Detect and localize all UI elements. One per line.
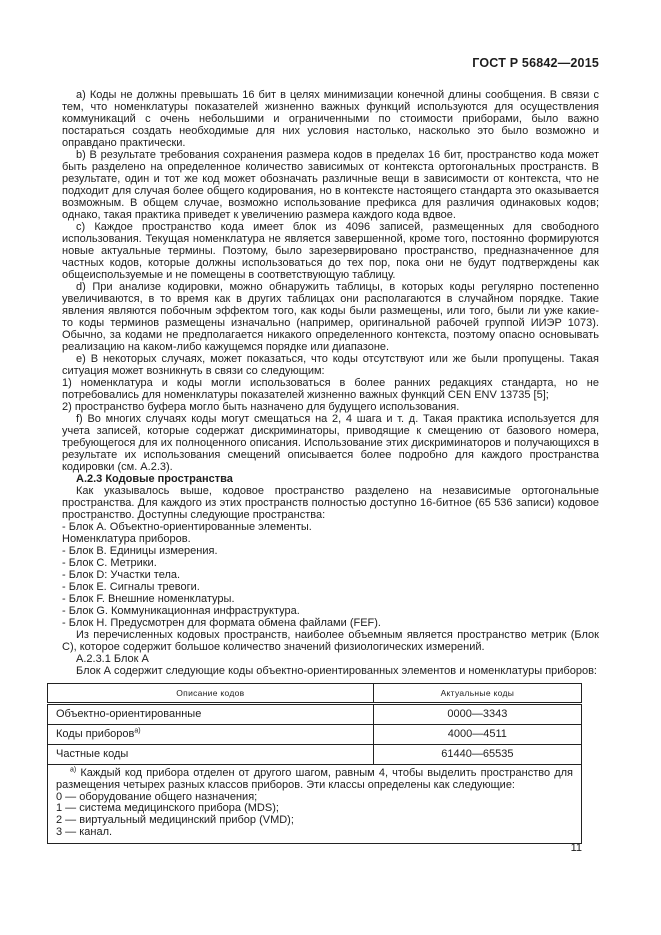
footnote-marker: а) bbox=[70, 766, 77, 774]
table-row bbox=[48, 745, 582, 765]
block-list-item-f: - Блок F. Внешние номенклатуры. bbox=[62, 593, 235, 605]
section-heading-a231: А.2.3.1 Блок А bbox=[76, 653, 149, 665]
paragraph-a: а) Коды не должны превышать 16 бит в целях минимизации конечной длины сообщения. В связи с тем, что номенклатуры показателей жизненно важных функций используются для осуществления коммуникаций с очень небольшими и ограниченными по стоимости приборами, было важно постараться создать необходимые для них условия настолько, насколько это было возможно и оправдано практически. bbox=[62, 89, 599, 149]
block-list-item-g: - Блок G. Коммуникационная инфраструктура. bbox=[62, 605, 300, 617]
table-footnote-row bbox=[48, 765, 582, 844]
paragraph-b: b) В результате требования сохранения размера кодов в пределах 16 бит, пространство кода может быть разделено на определенное количество зависимых от контекста ортогональных пространств. В результате, один и тот же код может обозначать различные вещи в зависимости от контекста, что не подходит для случая более общего кодирования, но в контексте настоящего стандарта это оказывается возможным. В общем случае, возможно использование префикса для различия одинаковых кодов; однако, такая практика приведет к увеличению размера каждого кода вдвое. bbox=[62, 149, 599, 221]
block-list-item-h: - Блок Н. Предусмотрен для формата обмена файлами (FEF). bbox=[62, 617, 381, 629]
paragraph-e: е) В некоторых случаях, может показаться, что коды отсутствуют или же были пропущены. Такая ситуация может возникнуть в связи со следующим: bbox=[62, 353, 599, 377]
document-content bbox=[56, 89, 599, 844]
section-heading-a23: А.2.3 Кодовые пространства bbox=[76, 473, 233, 485]
cell-codes: 0000—3343 bbox=[373, 704, 581, 725]
paragraph-metrics: Из перечисленных кодовых пространств, наиболее объемным является пространство метрик (Блок С), которое содержит большое количество значений физиологических измерений. bbox=[62, 629, 599, 653]
block-list-item-a: - Блок А. Объектно-ориентированные элементы. bbox=[62, 521, 312, 533]
block-list-item-d: - Блок D: Участки тела. bbox=[62, 569, 181, 581]
cell-description: Объектно-ориентированные bbox=[48, 704, 374, 725]
block-list-item-c: - Блок С. Метрики. bbox=[62, 557, 157, 569]
page-footer bbox=[62, 842, 582, 854]
table-row bbox=[48, 704, 582, 725]
list-item-e2: 2) пространство буфера могло быть назначено для будущего использования. bbox=[62, 401, 460, 413]
table-row bbox=[48, 725, 582, 745]
block-list bbox=[62, 521, 599, 629]
paragraph-d: d) При анализе кодировки, можно обнаружить таблицы, в которых коды регулярно постепенно увеличиваются, в то время как в других таблицах они располагаются в случайном порядке. Такие явления являются побочным эффектом того, как коды были размещены, или того, были ли уже какие-то коды терминов размещены изначально (например, оригинальной рабочей группой ИИЭР 1073). Обычно, за кодами не предполагается никакого определенного контекста, поэтому опасно основывать реализацию на каком-либо кажущемся порядке или диапазоне. bbox=[62, 281, 599, 353]
codes-table bbox=[47, 683, 582, 844]
paragraph-c: с) Каждое пространство кода имеет блок из 4096 записей, размещенных для свободного использования. Текущая номенклатура не является завершенной, кроме того, постоянно формируются новые актуальные термины. Поэтому, было зарезервировано пространство, предназначенное для частных кодов, которые должны использоваться до тех пор, пока они не будут подтверждены как общеиспользуемые и не помещены в соответствующую таблицу. bbox=[62, 221, 599, 281]
cell-codes: 61440—65535 bbox=[373, 745, 581, 765]
cell-description: Частные коды bbox=[48, 745, 374, 765]
paragraph-f: f) Во многих случаях коды могут смещаться на 2, 4 шага и т. д. Такая практика используется для учета записей, которые содержат дискриминаторы, приводящие к смещению от базового номера, требующегося для их полноценного описания. Использование этих дискриминаторов и получающихся в результате их использования смещений описывается более подробно для каждого пространства кодировки (см. А.2.3). bbox=[62, 413, 599, 473]
cell-codes: 4000—4511 bbox=[373, 725, 581, 745]
page-header bbox=[62, 56, 599, 70]
cell-description: Коды приборов$^{а)}$ bbox=[48, 725, 374, 745]
footnote-reference: а) bbox=[134, 727, 141, 735]
block-list-item-b: - Блок В. Единицы измерения. bbox=[62, 545, 218, 557]
column-header-description: Описание кодов bbox=[48, 684, 374, 704]
block-list-item-a-cont: Номенклатура приборов. bbox=[62, 533, 191, 545]
doc-number: ГОСТ Р 56842—2015 bbox=[472, 56, 599, 70]
paragraph-a231-intro: Блок А содержит следующие коды объектно-ориентированных элементов и номенклатуры приборов: bbox=[76, 665, 597, 677]
footnote-item: 1 — система медицинского прибора (MDS); bbox=[56, 802, 279, 815]
column-header-codes: Актуальные коды bbox=[373, 684, 581, 704]
footnote-item: 3 — канал. bbox=[56, 825, 113, 838]
footnote-item: 0 — оборудование общего назначения; bbox=[56, 790, 258, 803]
table-header-row bbox=[48, 684, 582, 704]
paragraph-a23-intro: Как указывалось выше, кодовое пространство разделено на независимые ортогональные пространства. Для каждого из этих пространств полностью доступно 16-битное (65 536 записи) кодовое пространство. Доступны следующие пространства: bbox=[62, 485, 599, 521]
block-list-item-e: - Блок Е. Сигналы тревоги. bbox=[62, 581, 200, 593]
footnote-text: $^{а)}$ Каждый код прибора отделен от другого шагом, равным 4, чтобы выделить пространство для размещения четырех разных классов приборов. Эти классы определены как следующие: bbox=[56, 766, 573, 791]
table-footnote bbox=[48, 765, 582, 844]
page-number: 11 bbox=[570, 842, 582, 854]
footnote-item: 2 — виртуальный медицинский прибор (VMD); bbox=[56, 814, 294, 827]
list-item-e1: 1) номенклатура и коды могли использоваться в более ранних редакциях стандарта, но не потребовались для номенклатуры показателей жизненно важных функций CEN ENV 13735 [5]; bbox=[62, 377, 599, 401]
